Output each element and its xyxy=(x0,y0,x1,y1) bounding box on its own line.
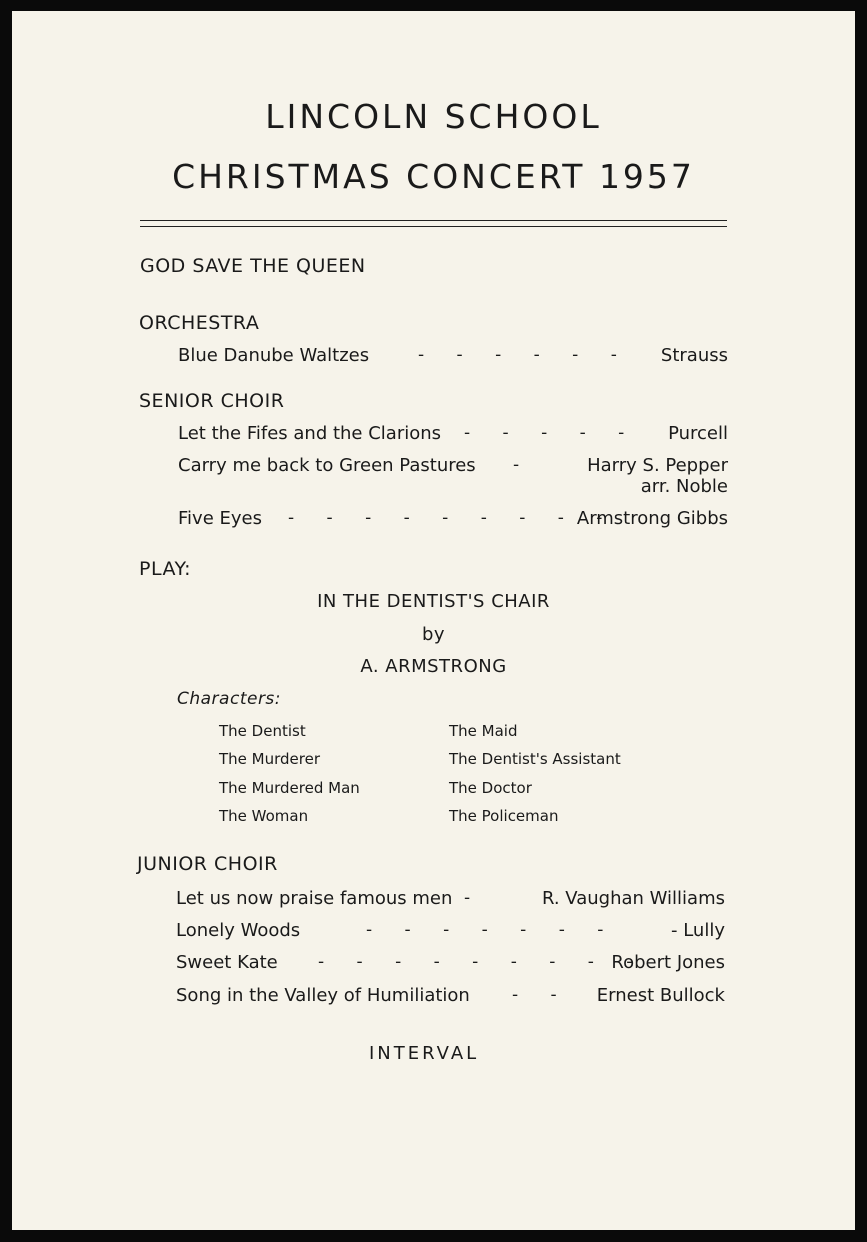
leader-dashes: - - - - - - - - - xyxy=(318,952,633,972)
composer: Robert Jones xyxy=(611,952,725,973)
composer: Strauss xyxy=(660,345,728,366)
composer: Ernest Bullock xyxy=(596,985,725,1006)
leader-dashes: - xyxy=(513,455,520,475)
title-rule-bottom xyxy=(140,226,727,227)
leader-dashes: - - - - - - - xyxy=(366,920,604,940)
programme-item-title: Carry me back to Green Pastures xyxy=(178,455,476,476)
leader-dashes: - - - - - - - - - xyxy=(288,508,603,528)
interval-label: INTERVAL xyxy=(369,1043,480,1064)
character: The Policeman xyxy=(449,807,559,825)
programme-item-title: Blue Danube Waltzes xyxy=(178,345,370,366)
title-rule-top xyxy=(140,220,727,221)
programme-item-title: Song in the Valley of Humiliation xyxy=(176,985,470,1006)
characters-label: Characters: xyxy=(177,689,282,709)
play-heading: PLAY: xyxy=(139,558,191,580)
senior-choir-heading: SENIOR CHOIR xyxy=(139,390,285,412)
junior-choir-heading: JUNIOR CHOIR xyxy=(137,853,278,875)
leader-dashes: - - xyxy=(512,985,557,1005)
character: The Dentist's Assistant xyxy=(449,750,621,768)
composer: Armstrong Gibbs xyxy=(576,508,728,529)
character: The Murdered Man xyxy=(219,779,360,797)
composer: R. Vaughan Williams xyxy=(541,888,725,909)
programme-item-title: Let the Fifes and the Clarions xyxy=(178,423,442,444)
composer: Harry S. Pepper xyxy=(587,455,728,476)
arranger: arr. Noble xyxy=(640,476,728,497)
leader-dashes: - xyxy=(464,888,471,908)
leader-dashes: - - - - - xyxy=(464,423,625,443)
composer: - Lully xyxy=(671,920,725,941)
character: The Maid xyxy=(449,722,518,740)
play-title: IN THE DENTIST'S CHAIR xyxy=(317,591,550,612)
character: The Dentist xyxy=(219,722,306,740)
title-line-2: CHRISTMAS CONCERT 1957 xyxy=(172,157,695,196)
title-line-1: LINCOLN SCHOOL xyxy=(265,97,602,136)
programme-item-title: Sweet Kate xyxy=(176,952,278,973)
play-by: by xyxy=(421,624,446,645)
programme-item-title: Lonely Woods xyxy=(176,920,301,941)
programme-item-title: Five Eyes xyxy=(178,508,262,529)
character: The Woman xyxy=(219,807,309,825)
anthem-heading: GOD SAVE THE QUEEN xyxy=(140,255,366,277)
programme-item-title: Let us now praise famous men xyxy=(176,888,453,909)
character: The Murderer xyxy=(219,750,321,768)
programme-page xyxy=(12,11,855,1230)
leader-dashes: - - - - - - xyxy=(418,345,617,365)
play-author: A. ARMSTRONG xyxy=(360,656,507,677)
orchestra-heading: ORCHESTRA xyxy=(139,312,260,334)
composer: Purcell xyxy=(668,423,728,444)
character: The Doctor xyxy=(449,779,532,797)
